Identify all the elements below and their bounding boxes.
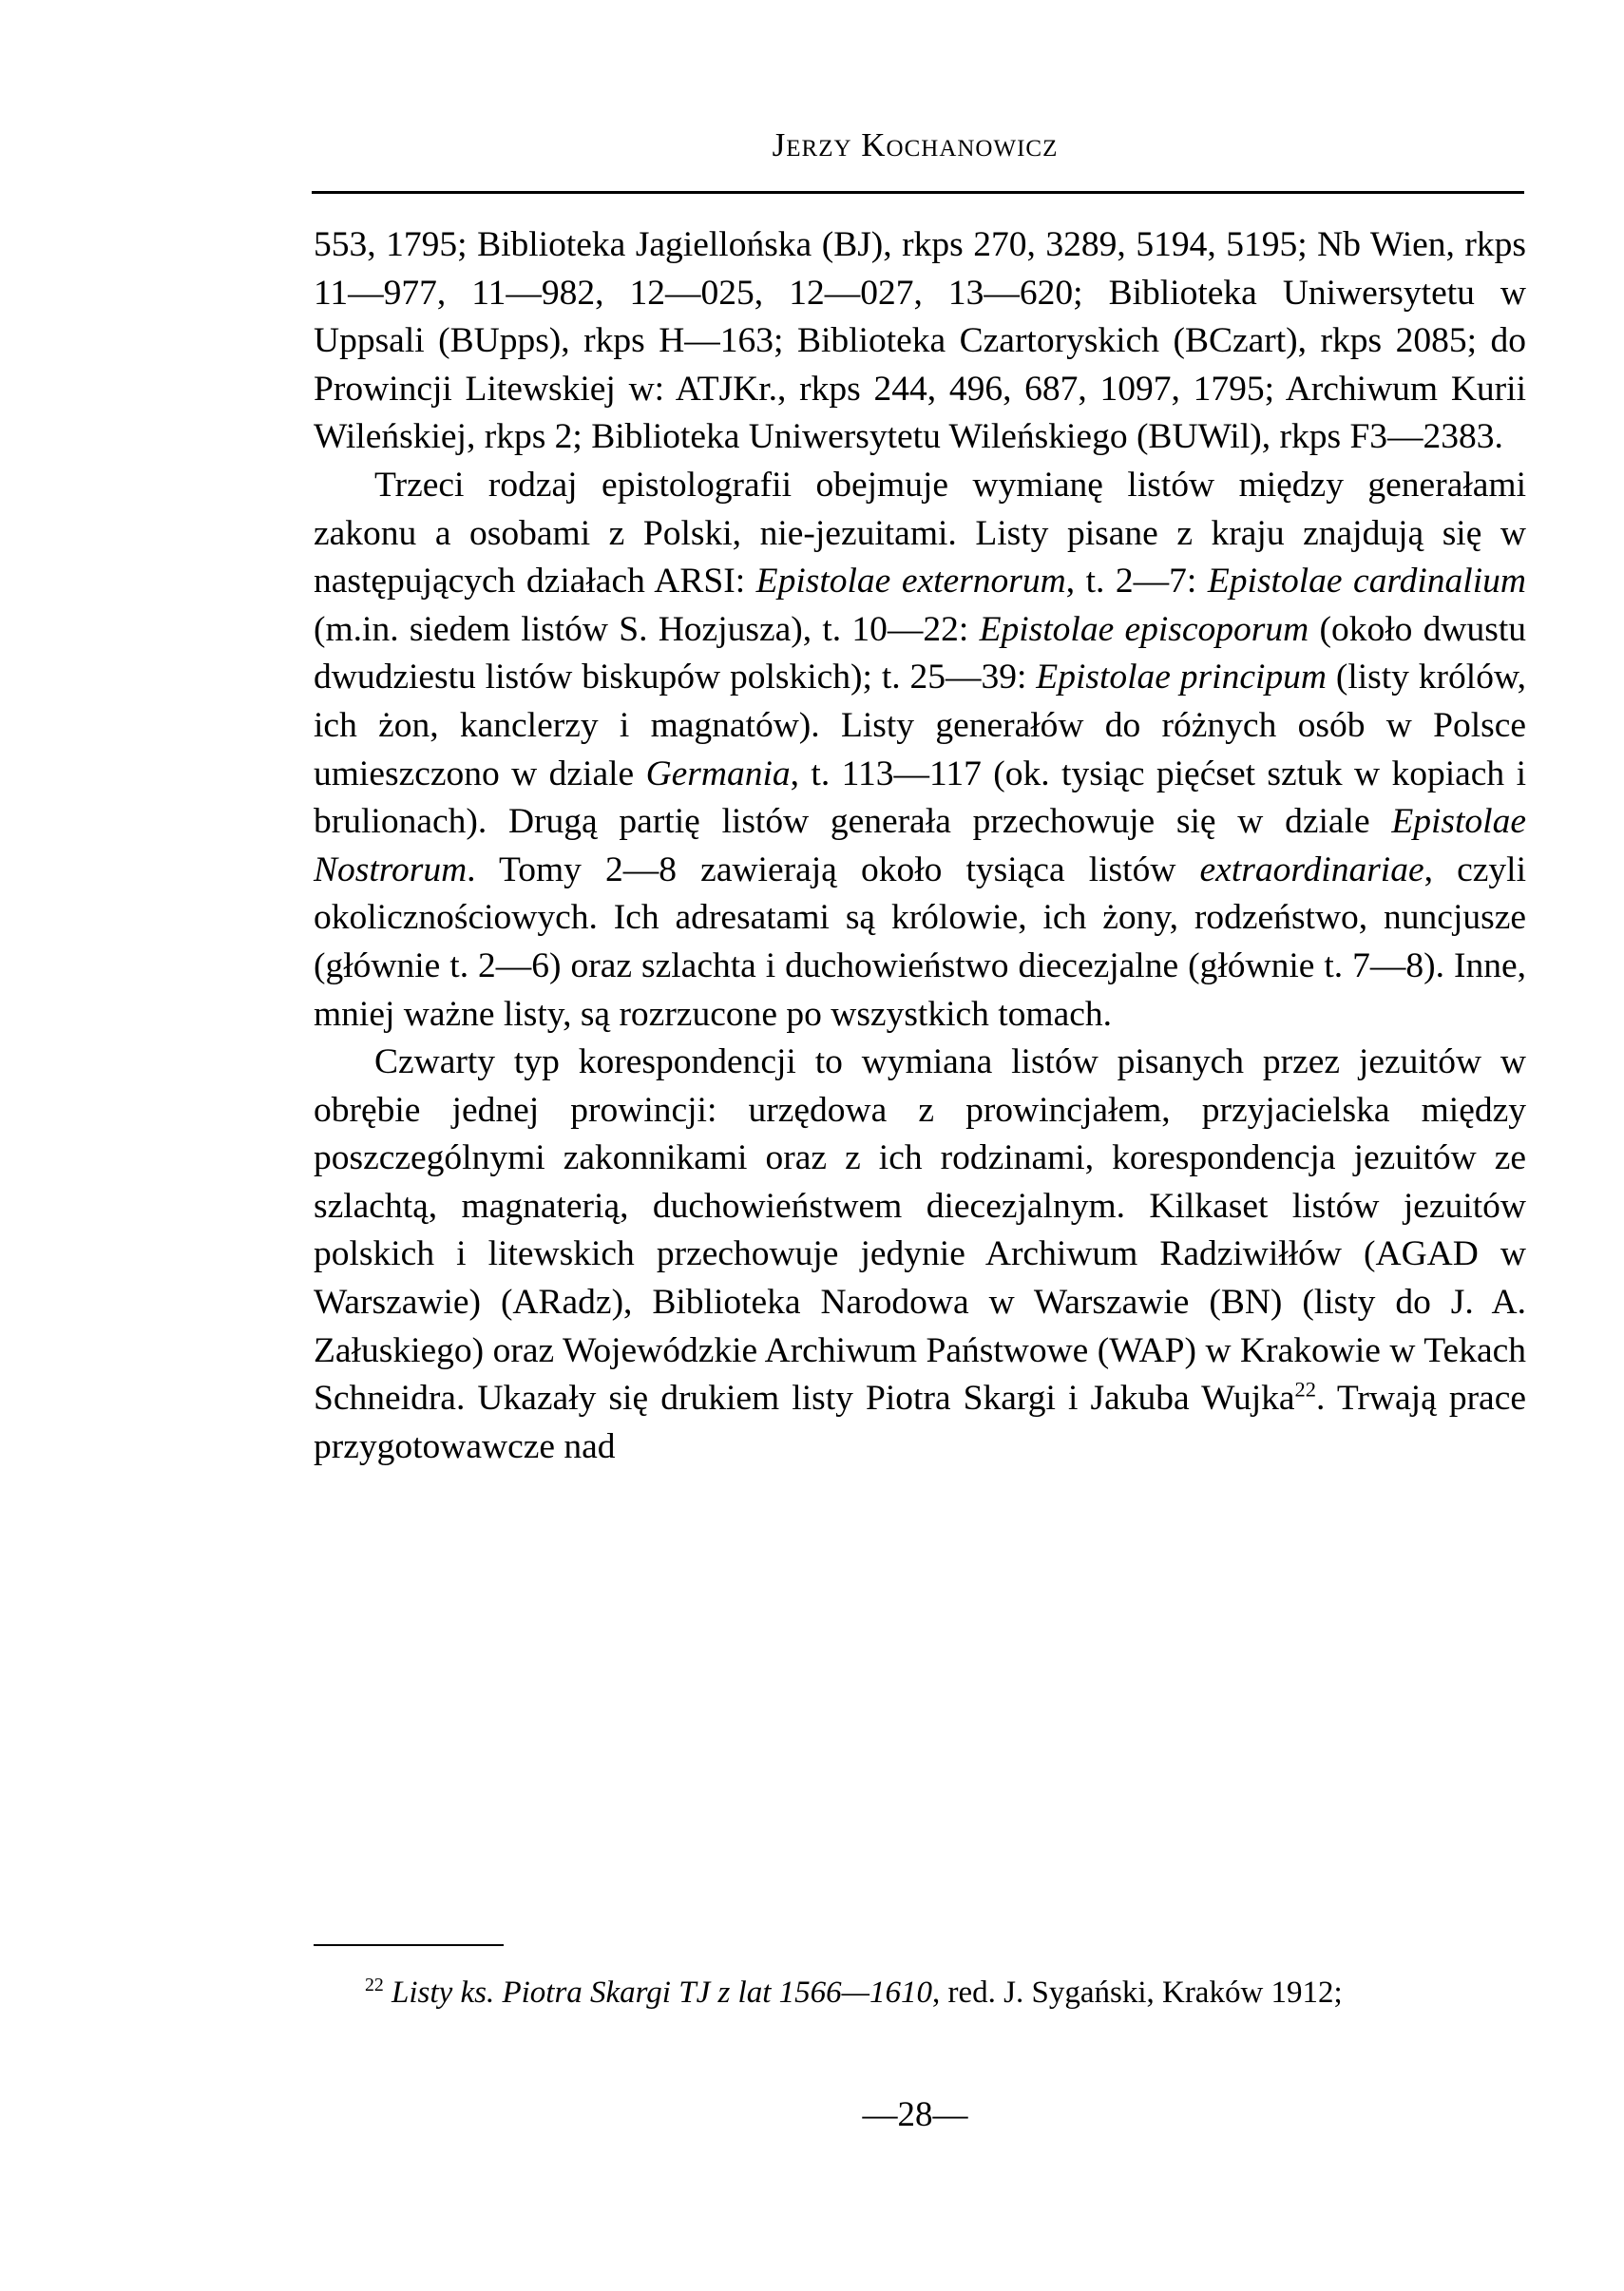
text-run: , t. 2—7: [1065,562,1208,601]
text-run: . Trwają prace przygotowawcze nad [314,1379,1526,1466]
page-number: —28— [862,2095,968,2134]
text-run: (m.in. siedem listów S. Hozjusza), t. 10—22: [314,609,980,649]
italic-title: Epistolae principum [1036,658,1327,697]
text-run: , czyli okolicznościowych. Ich adresatami są królowie, ich żony, rodzeństwo, nuncjusze (głównie t. 2—6) oraz szlachta i duchowieństwo diecezjalne (głównie t. 7—8). Inne, mniej ważne listy, są rozrzucone po wszystkich tomach. [314,850,1526,1034]
italic-title: Epistolae externorum [755,562,1066,601]
footnote-reference: 22 [1294,1377,1317,1402]
italic-title: Epistolae episcoporum [979,609,1309,649]
running-head: Jerzy Kochanowicz [772,126,1059,163]
text-run: Czwarty typ korespondencji to wymiana listów pisanych przez jezuitów w obrębie jednej prowincji: urzędowa z prowincjałem, przyjacielska między poszczególnymi zakonnikami oraz z ich rodzinami, korespondencja jezuitów ze szlachtą, magnaterią, duchowieństwem diecezjalnym. Kilkaset listów jezuitów polskich i litewskich przechowuje jedynie Archiwum Radziwiłłów (AGAD w Warszawie) (ARadz), Biblioteka Narodowa w Warszawie (BN) (listy do J. A. Załuskiego) oraz Wojewódzkie Archiwum Państwowe (WAP) w Krakowie w Tekach Schneidra. Ukazały się drukiem listy Piotra Skargi i Jakuba Wujka [314,1042,1526,1419]
footnote [365,1973,1526,2013]
text-run: (listy królów, ich żon, kanclerzy i magnatów). Listy generałów do różnych osób w Polsce umieszczono w dziale [314,658,1526,793]
paragraph [314,462,1526,1039]
footnote-text [392,1976,1343,2010]
text-run: , t. 113—117 (ok. tysiąc pięćset sztuk w kopiach i brulionach). Drugą partię listów generała przechowuje się w dziale [314,754,1526,842]
italic-title: Germania [645,754,791,793]
italic-title: Listy ks. Piotra Skargi TJ z lat 1566—1610 [392,1976,932,2010]
italic-title: Epistolae cardinalium [1207,562,1526,601]
italic-title: extraordinariae [1199,850,1424,889]
text-run: . Tomy 2—8 zawierają około tysiąca listów [467,850,1200,889]
text-run: Trzeci rodzaj epistolografii obejmuje wymianę listów między generałami zakonu a osobami z Polski, nie-jezuitami. Listy pisane z kraju znajdują się w następujących działach ARSI: [314,465,1526,601]
paragraph [314,1039,1526,1471]
footnote-rule [314,1944,504,1946]
text-run: 553, 1795; Biblioteka Jagiellońska (BJ), rkps 270, 3289, 5194, 5195; Nb Wien, rkps 11—977, 11—982, 12—025, 12—027, 13—620; Biblioteka Uniwersytetu w Uppsali (BUpps), rkps H—163; Biblioteka Czartoryskich (BCzart), rkps 2085; do Prowincji Litewskiej w: ATJKr., rkps 244, 496, 687, 1097, 1795; Archiwum Kurii Wileńskiej, rkps 2; Biblioteka Uniwersytetu Wileńskiego (BUWil), rkps F3—2383. [314,225,1526,457]
text-run: (około dwustu dwudziestu listów biskupów polskich); t. 25—39: [314,609,1526,697]
italic-title: Epistolae Nostrorum [314,802,1526,889]
paragraph [314,221,1526,462]
text-run: , red. J. Sygański, Kraków 1912; [932,1976,1343,2010]
body-text [314,221,1526,1471]
footnote-number: 22 [365,1975,384,1995]
header-rule [312,191,1524,194]
